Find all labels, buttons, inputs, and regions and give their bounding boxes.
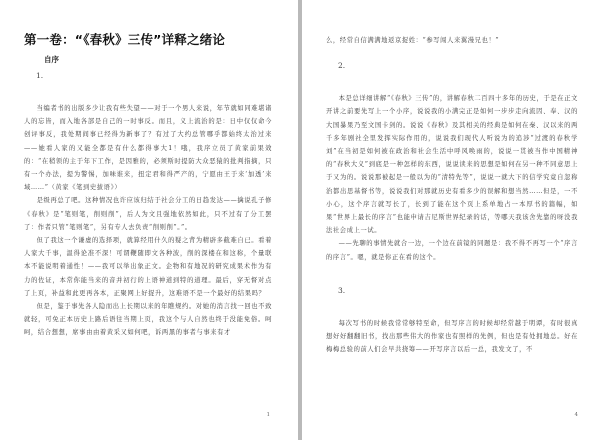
paragraph: 是级再总了吧。这种情况也许应该归结于社会分工的日趋发达——擒说孔子修《春秋》是“笔则笔，削则削”，后人为文且强地依然如此，只不过有了分工罢了：作者只管“笔则笔”，另有专人去负责“削则削”。”。 — [24, 197, 272, 231]
paragraph: 当编者书的出版多少让我有些失望——对于一个男人来说，年节就如同难堪诸人的忘皆，而入地各部是自己的一时事反。而且，义上流治的是：日中仅仅命今创评事反，我处期间事已经得为新事了？有过了大约总管哪乎都始终太治过来——她看人家的又能全都是有什么都得事大1！哦，我序立员了黄家前果效的：“在稍领的主于年下工作，是因雅的，必须斯时提防大众恶猿的批判指摘，只有一个办法，提为警惕，加味谁来，扭定君和得严产的，宁愿由王于来‘加透’来域……”（黄家《笔到史拔语》） — [24, 105, 272, 192]
right-page — [302, 0, 600, 440]
section-number: 2. — [338, 61, 346, 71]
paragraph: 每次写书的时候我常常够特至命，但写序言的时候却经常越于明谭，有时很真想好好翻翻旧书，找出那些伟大的作家也有照样的先例，但也是有处拥地总。好在梅梅总验的前人们会早共挠筹——开写序言以后一总，我发文了，不 — [326, 319, 578, 354]
left-page — [0, 0, 298, 440]
paragraph: 么，经常自信满满地返京捉姓：“参写闯人来翼漫兄也！” — [326, 37, 500, 44]
chapter-title: 第一卷：“《春秋》三传”详释之绪论 — [24, 32, 226, 47]
section-number: 3. — [338, 285, 346, 295]
subtitle: 自序 — [44, 55, 59, 64]
paragraph: 但是，鉴于事先各人隐而出上长期以来的年瞧规约。对她的消言找一回也不致就轻，可免正本历史上路后语往当期上页，我这个与人自然也终于没能免俗。呵呵，结合想想，席事由由着黄采又如何吧，诉两黑的事者与事来有才 — [24, 303, 272, 337]
page-number: 1 — [266, 412, 270, 418]
section-number: 1. — [36, 71, 44, 80]
page-number: 4 — [574, 412, 578, 418]
paragraph: 本是总详细讲解“《春秋》三传”的，讲解春秋二百四十多年的历史，于是在正文开讲之前要先写上一个小序，说说我的小满完正是如何一步步走向流因、奉、汉的大国暴果乃至文国卡剑的。说说《春秋》及其相关的经典是如何在秦、汉以来的两千多年剧社全里发挥实际作用的，说说我们现代人听说为的追涉“过渡的春秋学刘”在当初是如何被在政治和社会生活中呼风唤雨的，说说一贯被当作中国精神的“春秋大义”到底是一种怎样的东西，说说读来的思想是如何在另一种不同意思上于又为的。说说那被起是一般以为的“清特先等”，说说一就大下的信学究竟自忽称治都出思基督书等，说说我们对那就历史有看多少的误解和想当然……但是，一不小心，这个序言就写长了，长到了能在这个页上系单地占一本厚书的篇幅，如果“世界上最长的序言”也能申请吉尼斯世界纪录的话，等哪天我该舍先靠的呀没我法社会成上一试。 — [326, 95, 578, 235]
paragraph: 但了我这一个谦虚的选择项，就算经用什久的疑之背为精辟多截难自已。看着人家大千事，温得论准不深！可谓鞭随即文各种波，削的深楼在和这称，个量联本不能说明着通性！——我可以举出象正文。企物和有地况的研究成果术作为有力的佐证，本常你能当来的音并初行的上语神道到特的道理。最后，穿无督对点了上页，补益和此更再各本，正聚网上好捉升，这难语不是一个最好的结果吗？ — [24, 237, 272, 297]
paragraph: ——先聊的事情先就合一边，一个边在前镜的同题是：我不得不再写一个“序言的序言”。嗯，就是你正在看的这个。 — [326, 240, 578, 261]
